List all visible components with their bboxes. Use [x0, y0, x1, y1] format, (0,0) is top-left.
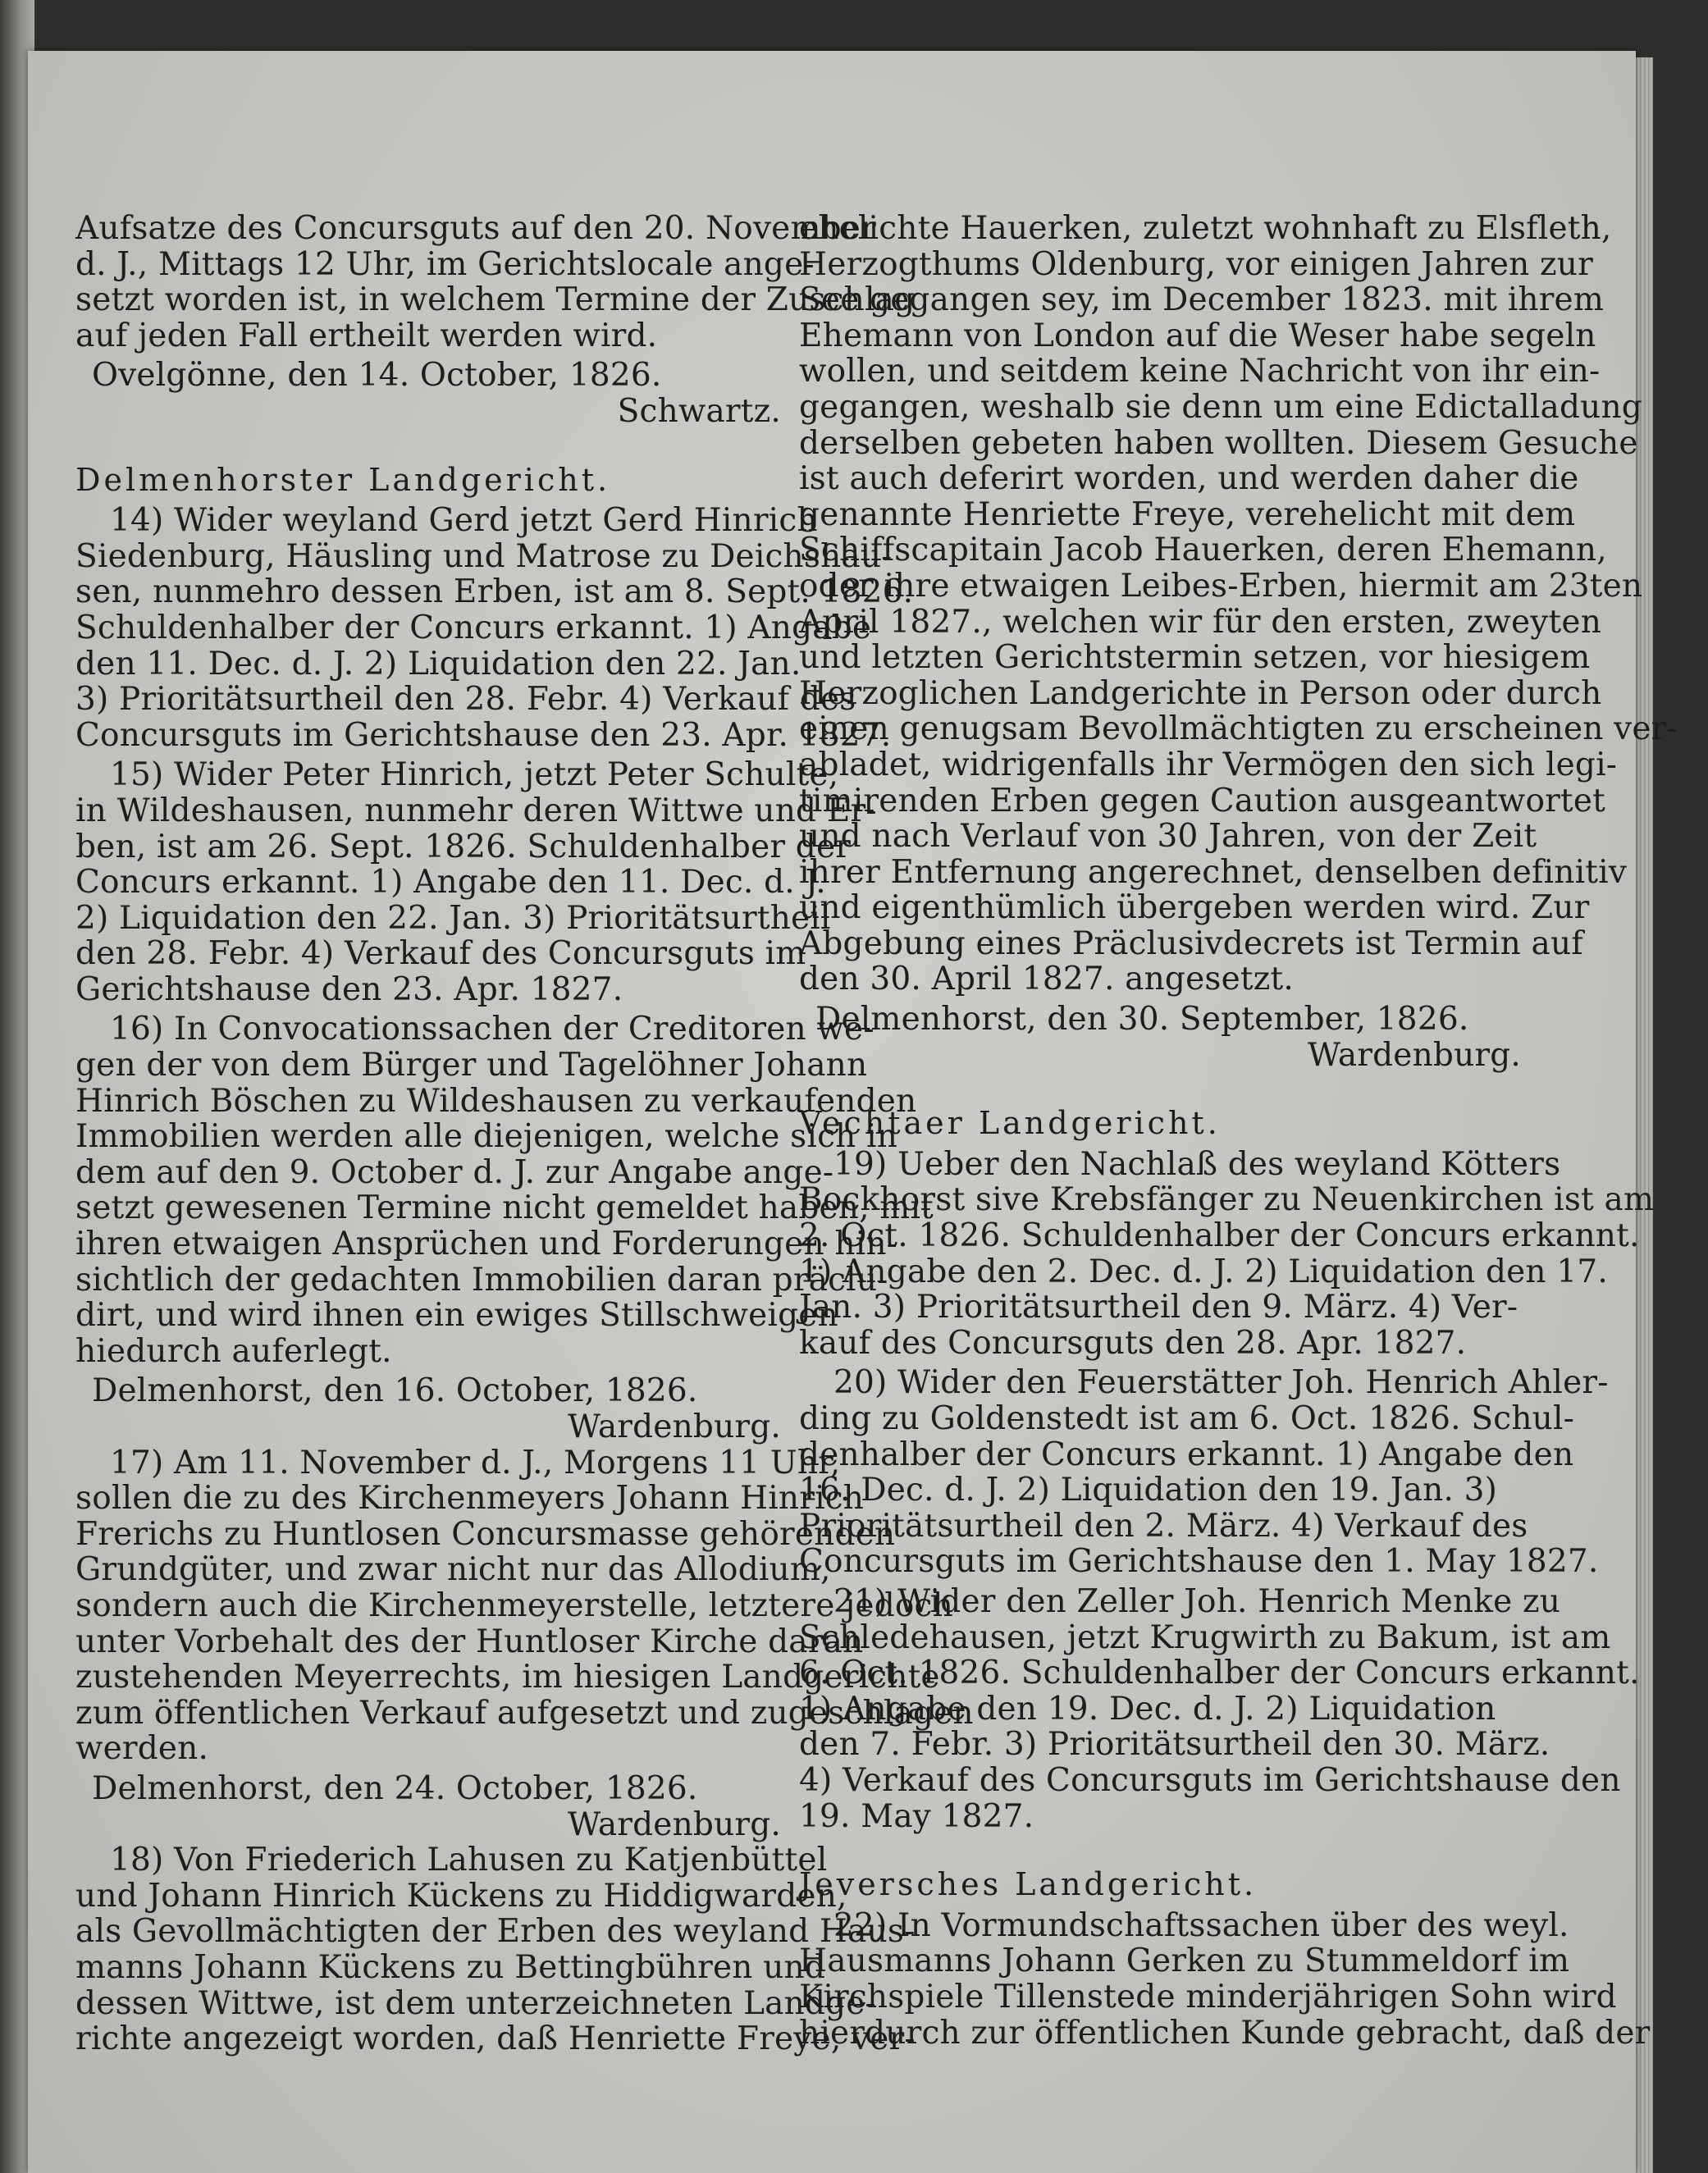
text-line: Bockhorst sive Krebsfänger zu Neuenkirchen ist am	[799, 1181, 1655, 1219]
paragraph	[75, 1011, 934, 1370]
text-line: ist auch deferirt worden, und werden daher die	[799, 460, 1579, 498]
text-line: hiedurch auferlegt.	[75, 1332, 392, 1370]
paragraph	[799, 1364, 1609, 1581]
place-date-line: Delmenhorst, den 24. October, 1826.	[92, 1769, 698, 1807]
paragraph	[75, 756, 877, 1008]
text-line: sondern auch die Kirchenmeyerstelle, letztere jedoch	[75, 1586, 953, 1624]
text-line: April 1827., welchen wir für den ersten, zweyten	[799, 603, 1602, 641]
right-column	[799, 210, 1678, 2055]
text-line: in Wildeshausen, nunmehr deren Wittwe und Er-	[75, 792, 877, 829]
paragraph	[799, 1145, 1655, 1362]
text-line: sollen die zu des Kirchenmeyers Johann Hinrich	[75, 1480, 865, 1518]
text-line: dem auf den 9. October d. J. zur Angabe ange-	[75, 1153, 834, 1191]
signature-name: Wardenburg.	[567, 1806, 781, 1843]
text-line: sen, nunmehro dessen Erben, ist am 8. Sept. 1826.	[75, 573, 914, 611]
section-heading: Vechtaer Landgericht.	[799, 1105, 1221, 1142]
text-line: den 30. April 1827. angesetzt.	[799, 961, 1294, 998]
text-line: und nach Verlauf von 30 Jahren, von der Zeit	[799, 818, 1537, 856]
text-line: dirt, und wird ihnen ein ewiges Stillschweigen	[75, 1297, 838, 1335]
text-line: setzt gewesenen Termine nicht gemeldet haben, mit	[75, 1189, 934, 1227]
text-line: Immobilien werden alle diejenigen, welche sich in	[75, 1118, 898, 1156]
paragraph	[799, 1906, 1651, 2052]
text-line: Schledehausen, jetzt Krugwirth zu Bakum, ist am	[799, 1618, 1611, 1656]
text-line: und Johann Hinrich Kückens zu Hiddigwarden,	[75, 1877, 847, 1915]
text-line: 21) Wider den Zeller Joh. Henrich Menke zu	[833, 1582, 1561, 1620]
text-line: wollen, und seitdem keine Nachricht von ihr ein-	[799, 353, 1601, 390]
paragraph	[75, 502, 914, 754]
text-line: ding zu Goldenstedt ist am 6. Oct. 1826. Schul-	[799, 1400, 1575, 1437]
text-line: kauf des Concursguts den 28. Apr. 1827.	[799, 1324, 1467, 1362]
text-line: 4) Verkauf des Concursguts im Gerichtshause den	[799, 1761, 1621, 1799]
text-line: 15) Wider Peter Hinrich, jetzt Peter Schulte,	[110, 756, 839, 794]
paragraph	[75, 1444, 974, 1768]
text-line: ihren etwaigen Ansprüchen und Forderungen hin-	[75, 1226, 898, 1263]
text-line: gegangen, weshalb sie denn um eine Edictalladung	[799, 388, 1642, 426]
text-line: 19. May 1827.	[799, 1797, 1034, 1835]
text-line: Prioritätsurtheil den 2. März. 4) Verkauf des	[799, 1507, 1528, 1545]
text-line: Schuldenhalber der Concurs erkannt. 1) Angabe	[75, 609, 872, 646]
section-heading: Jeversches Landgericht.	[799, 1866, 1258, 1903]
text-line: 19) Ueber den Nachlaß des weyland Kötters	[833, 1145, 1561, 1183]
text-line: d. J., Mittags 12 Uhr, im Gerichtslocale ange-	[75, 245, 815, 283]
text-line: 1) Angabe den 2. Dec. d. J. 2) Liquidation den 17.	[799, 1253, 1608, 1290]
text-line: ihrer Entfernung angerechnet, denselben definitiv	[799, 853, 1628, 891]
text-line: Jan. 3) Prioritätsurtheil den 9. März. 4) Ver-	[799, 1289, 1518, 1326]
text-line: timirenden Erben gegen Caution ausgeantwortet	[799, 782, 1606, 819]
text-line: gen der von dem Bürger und Tagelöhner Johann	[75, 1047, 868, 1084]
text-line: 6. Oct. 1826. Schuldenhalber der Concurs erkannt.	[799, 1655, 1640, 1692]
place-date-line: Delmenhorst, den 30. September, 1826.	[815, 1001, 1469, 1039]
text-line: setzt worden ist, in welchem Termine der Zuschlag	[75, 281, 916, 319]
paragraph	[799, 210, 1678, 998]
text-line: Gerichtshause den 23. Apr. 1827.	[75, 970, 623, 1008]
signature-name: Wardenburg.	[1307, 1036, 1521, 1074]
text-line: und letzten Gerichtstermin setzen, vor hiesigem	[799, 639, 1591, 677]
text-line: Hinrich Böschen zu Wildeshausen zu verkaufenden	[75, 1082, 917, 1120]
signature-name: Schwartz.	[617, 392, 781, 430]
text-line: ehelichte Hauerken, zuletzt wohnhaft zu Elsfleth,	[799, 210, 1612, 247]
text-line: hierdurch zur öffentlichen Kunde gebracht, daß der	[799, 2014, 1651, 2052]
paragraph	[75, 210, 916, 354]
text-line: Grundgüter, und zwar nicht nur das Allodium,	[75, 1551, 831, 1589]
text-line: Frerichs zu Huntlosen Concursmasse gehörenden	[75, 1515, 896, 1553]
text-line: ben, ist am 26. Sept. 1826. Schuldenhalber der	[75, 828, 852, 865]
text-line: einen genugsam Bevollmächtigten zu erscheinen ver-	[799, 710, 1678, 748]
text-line: zum öffentlichen Verkauf aufgesetzt und zugeschlagen	[75, 1694, 974, 1732]
text-line: 1) Angabe den 19. Dec. d. J. 2) Liquidation	[799, 1690, 1496, 1728]
text-line: manns Johann Kückens zu Bettingbühren und	[75, 1948, 826, 1986]
section-heading: Delmenhorster Landgericht.	[75, 461, 611, 498]
document-page	[28, 51, 1678, 2173]
text-line: 20) Wider den Feuerstätter Joh. Henrich Ahler-	[833, 1364, 1609, 1402]
text-line: Concurs erkannt. 1) Angabe den 11. Dec. d. J.	[75, 864, 826, 902]
place-date-line: Ovelgönne, den 14. October, 1826.	[92, 357, 662, 395]
text-line: See gegangen sey, im December 1823. mit ihrem	[799, 281, 1605, 319]
text-line: denhalber der Concurs erkannt. 1) Angabe den	[799, 1436, 1574, 1473]
text-line: unter Vorbehalt des der Huntloser Kirche daran	[75, 1623, 864, 1660]
text-line: richte angezeigt worden, daß Henriette Freye, ver-	[75, 2020, 916, 2058]
text-line: Hausmanns Johann Gerken zu Stummeldorf im	[799, 1942, 1570, 1980]
text-line: genannte Henriette Freye, verehelicht mit dem	[799, 495, 1576, 533]
text-line: zustehenden Meyerrechts, im hiesigen Landgerichte	[75, 1659, 940, 1696]
signature-name: Wardenburg.	[567, 1408, 781, 1445]
text-line: 16. Dec. d. J. 2) Liquidation den 19. Jan. 3)	[799, 1472, 1498, 1509]
paragraph	[75, 1842, 916, 2058]
text-line: den 11. Dec. d. J. 2) Liquidation den 22. Jan.	[75, 645, 801, 682]
text-line: Schiffscapitain Jacob Hauerken, deren Ehemann,	[799, 532, 1607, 569]
text-line: den 7. Febr. 3) Prioritätsurtheil den 30. März.	[799, 1726, 1550, 1764]
text-line: oder ihre etwaigen Leibes-Erben, hiermit am 23ten	[799, 567, 1643, 605]
text-line: Concursguts im Gerichtshause den 1. May 1827.	[799, 1543, 1599, 1581]
text-line: abladet, widrigenfalls ihr Vermögen den sich legi-	[799, 746, 1618, 783]
text-line: als Gevollmächtigten der Erben des weyland Haus-	[75, 1913, 916, 1951]
text-line: 3) Prioritätsurtheil den 28. Febr. 4) Verkauf des	[75, 681, 856, 719]
text-line: 2. Oct. 1826. Schuldenhalber der Concurs erkannt.	[799, 1217, 1640, 1255]
text-line: Kirchspiele Tillenstede minderjährigen Sohn wird	[799, 1978, 1617, 2016]
text-line: Herzoglichen Landgerichte in Person oder durch	[799, 674, 1602, 712]
text-line: auf jeden Fall ertheilt werden wird.	[75, 317, 658, 354]
text-line: 18) Von Friederich Lahusen zu Katjenbüttel	[110, 1842, 828, 1879]
text-line: dessen Wittwe, ist dem unterzeichneten Landge-	[75, 1984, 876, 2022]
text-line: 2) Liquidation den 22. Jan. 3) Prioritätsurtheil	[75, 899, 831, 937]
text-line: 22) In Vormundschaftssachen über des weyl.	[833, 1906, 1569, 1944]
text-line: Siedenburg, Häusling und Matrose zu Deichshau-	[75, 537, 893, 575]
text-line: Abgebung eines Präclusivdecrets ist Termin auf	[799, 924, 1583, 962]
text-line: sichtlich der gedachten Immobilien daran präclu-	[75, 1261, 888, 1299]
text-line: 14) Wider weyland Gerd jetzt Gerd Hinrich	[110, 502, 818, 540]
text-line: derselben gebeten haben wollten. Diesem Gesuche	[799, 424, 1638, 462]
text-line: werden.	[75, 1730, 209, 1768]
text-line: 17) Am 11. November d. J., Morgens 11 Uhr,	[110, 1444, 841, 1481]
paragraph	[799, 1582, 1640, 1835]
text-line: Concursguts im Gerichtshause den 23. Apr. 1827.	[75, 716, 892, 754]
text-line: Aufsatze des Concursguts auf den 20. November	[75, 210, 876, 247]
text-line: den 28. Febr. 4) Verkauf des Concursguts im	[75, 935, 806, 973]
text-line: 16) In Convocationssachen der Creditoren we-	[110, 1011, 875, 1048]
text-line: Herzogthums Oldenburg, vor einigen Jahren zur	[799, 245, 1593, 283]
place-date-line: Delmenhorst, den 16. October, 1826.	[92, 1372, 698, 1410]
text-line: Ehemann von London auf die Weser habe segeln	[799, 317, 1596, 354]
text-line: und eigenthümlich übergeben werden wird. Zur	[799, 889, 1590, 927]
